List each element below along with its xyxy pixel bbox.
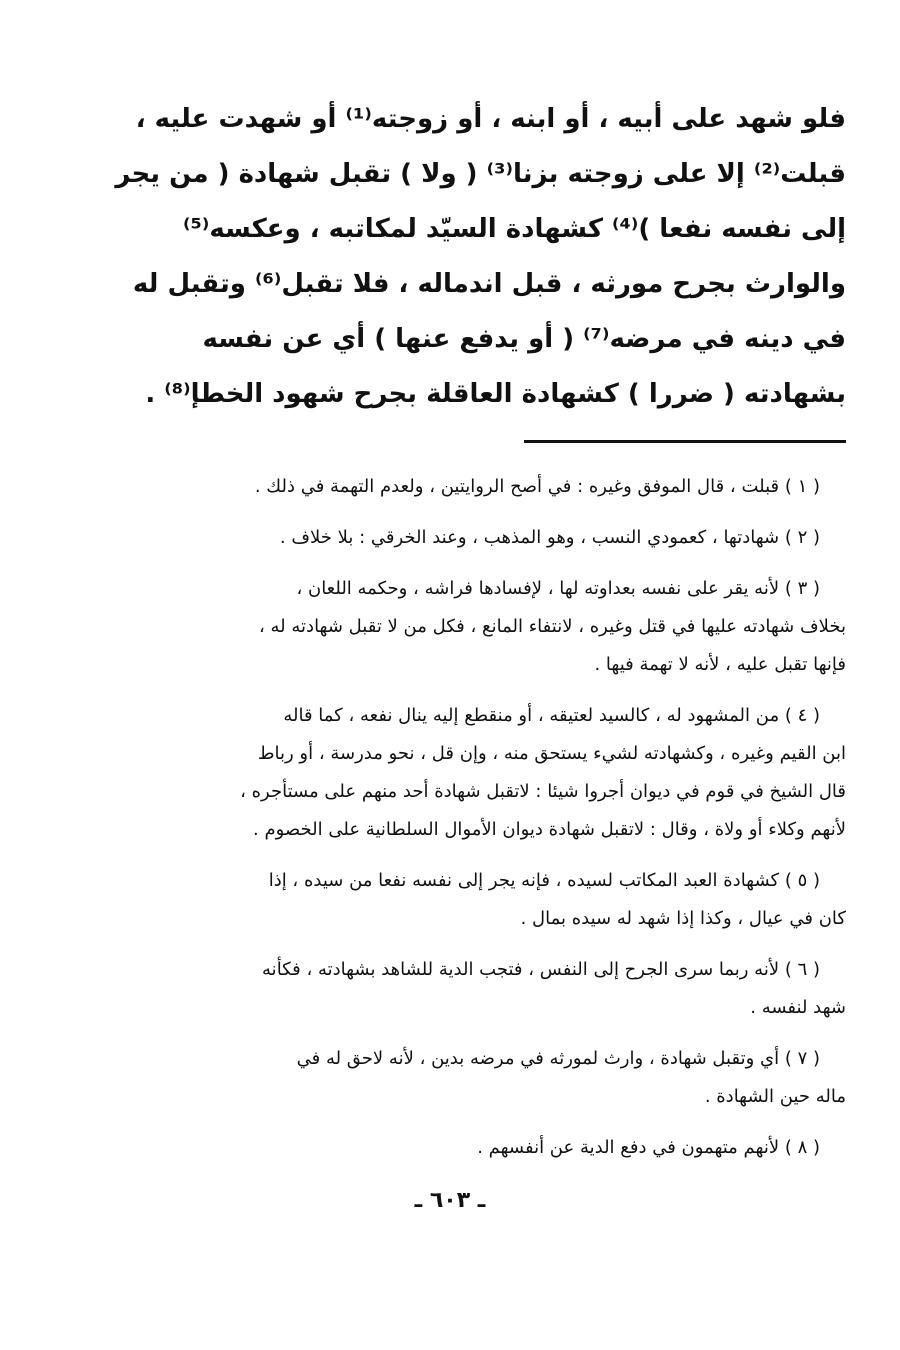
- footnote-separator: [524, 440, 846, 443]
- main-text-line: والوارث بجرح مورثه ، قبل اندماله ، فلا تقبل⁽⁶⁾ وتقبل له: [132, 269, 846, 299]
- footnote-4: [108, 697, 846, 849]
- footnote-line: ( ٢ ) شهادتها ، كعمودي النسب ، وهو المذهب ، وعند الخرقي : بلا خلاف .: [279, 527, 820, 548]
- footnote-line: لأنهم وكلاء أو ولاة ، وقال : لاتقبل شهادة ديوان الأموال السلطانية على الخصوم .: [253, 819, 846, 840]
- footnote-8: [108, 1129, 846, 1167]
- main-text-line: إلى نفسه نفعا )⁽⁴⁾ كشهادة السيّد لمكاتبه ، وعكسه⁽⁵⁾: [183, 214, 846, 244]
- main-text-block: [108, 92, 846, 422]
- footnote-2: [108, 519, 846, 557]
- main-text-line: فلو شهد على أبيه ، أو ابنه ، أو زوجته⁽¹⁾ أو شهدت عليه ،: [135, 104, 846, 134]
- main-text-line: في دينه في مرضه⁽⁷⁾ ( أو يدفع عنها ) أي عن نفسه: [202, 324, 846, 354]
- footnote-5: [108, 862, 846, 938]
- footnote-7: [108, 1040, 846, 1116]
- main-text-line: قبلت⁽²⁾ إلا على زوجته بزنا⁽³⁾ ( ولا ) تقبل شهادة ( من يجر: [115, 159, 846, 189]
- footnote-line: ابن القيم وغيره ، وكشهادته لشيء يستحق منه ، وإن قل ، نحو مدرسة ، أو رباط: [257, 743, 846, 764]
- footnote-line: قال الشيخ في قوم في ديوان أجروا شيئا : لاتقبل شهادة أحد منهم على مستأجره ،: [240, 781, 846, 802]
- footnote-line: ( ٤ ) من المشهود له ، كالسيد لعتيقه ، أو منقطع إليه ينال نفعه ، كما قاله: [283, 705, 820, 726]
- footnote-line: كان في عيال ، وكذا إذا شهد له سيده بمال .: [520, 908, 846, 929]
- footnote-line: ( ٥ ) كشهادة العبد المكاتب لسيده ، فإنه يجر إلى نفسه نفعا من سيده ، إذا: [268, 870, 820, 891]
- footnote-3: [108, 570, 846, 684]
- footnote-line: ( ٦ ) لأنه ربما سرى الجرح إلى النفس ، فتجب الدية للشاهد بشهادته ، فكأنه: [262, 959, 820, 980]
- footnote-line: فإنها تقبل عليه ، لأنه لا تهمة فيها .: [594, 654, 846, 675]
- footnote-line: ( ٨ ) لأنهم متهمون في دفع الدية عن أنفسهم .: [477, 1137, 820, 1158]
- footnote-line: ( ٧ ) أي وتقبل شهادة ، وارث لمورثه في مرضه بدين ، لأنه لاحق له في: [296, 1048, 820, 1069]
- footnote-line: ( ١ ) قبلت ، قال الموفق وغيره : في أصح الروايتين ، ولعدم التهمة في ذلك .: [254, 476, 820, 497]
- footnote-line: ( ٣ ) لأنه يقر على نفسه بعداوته لها ، لإفسادها فراشه ، وحكمه اللعان ،: [296, 578, 820, 599]
- footnotes-section: [108, 468, 846, 1180]
- footnote-1: [108, 468, 846, 506]
- footnote-line: بخلاف شهادته عليها في قتل وغيره ، لانتفاء المانع ، فكل من لا تقبل شهادته له ،: [259, 616, 846, 637]
- page-number: ـ ٦٠٣ ـ: [414, 1188, 486, 1213]
- footnote-line: ماله حين الشهادة .: [704, 1086, 846, 1107]
- footnote-6: [108, 951, 846, 1027]
- main-text-line: بشهادته ( ضررا ) كشهادة العاقلة بجرح شهود الخطإ⁽⁸⁾ .: [145, 379, 846, 409]
- footnote-line: شهد لنفسه .: [750, 997, 846, 1018]
